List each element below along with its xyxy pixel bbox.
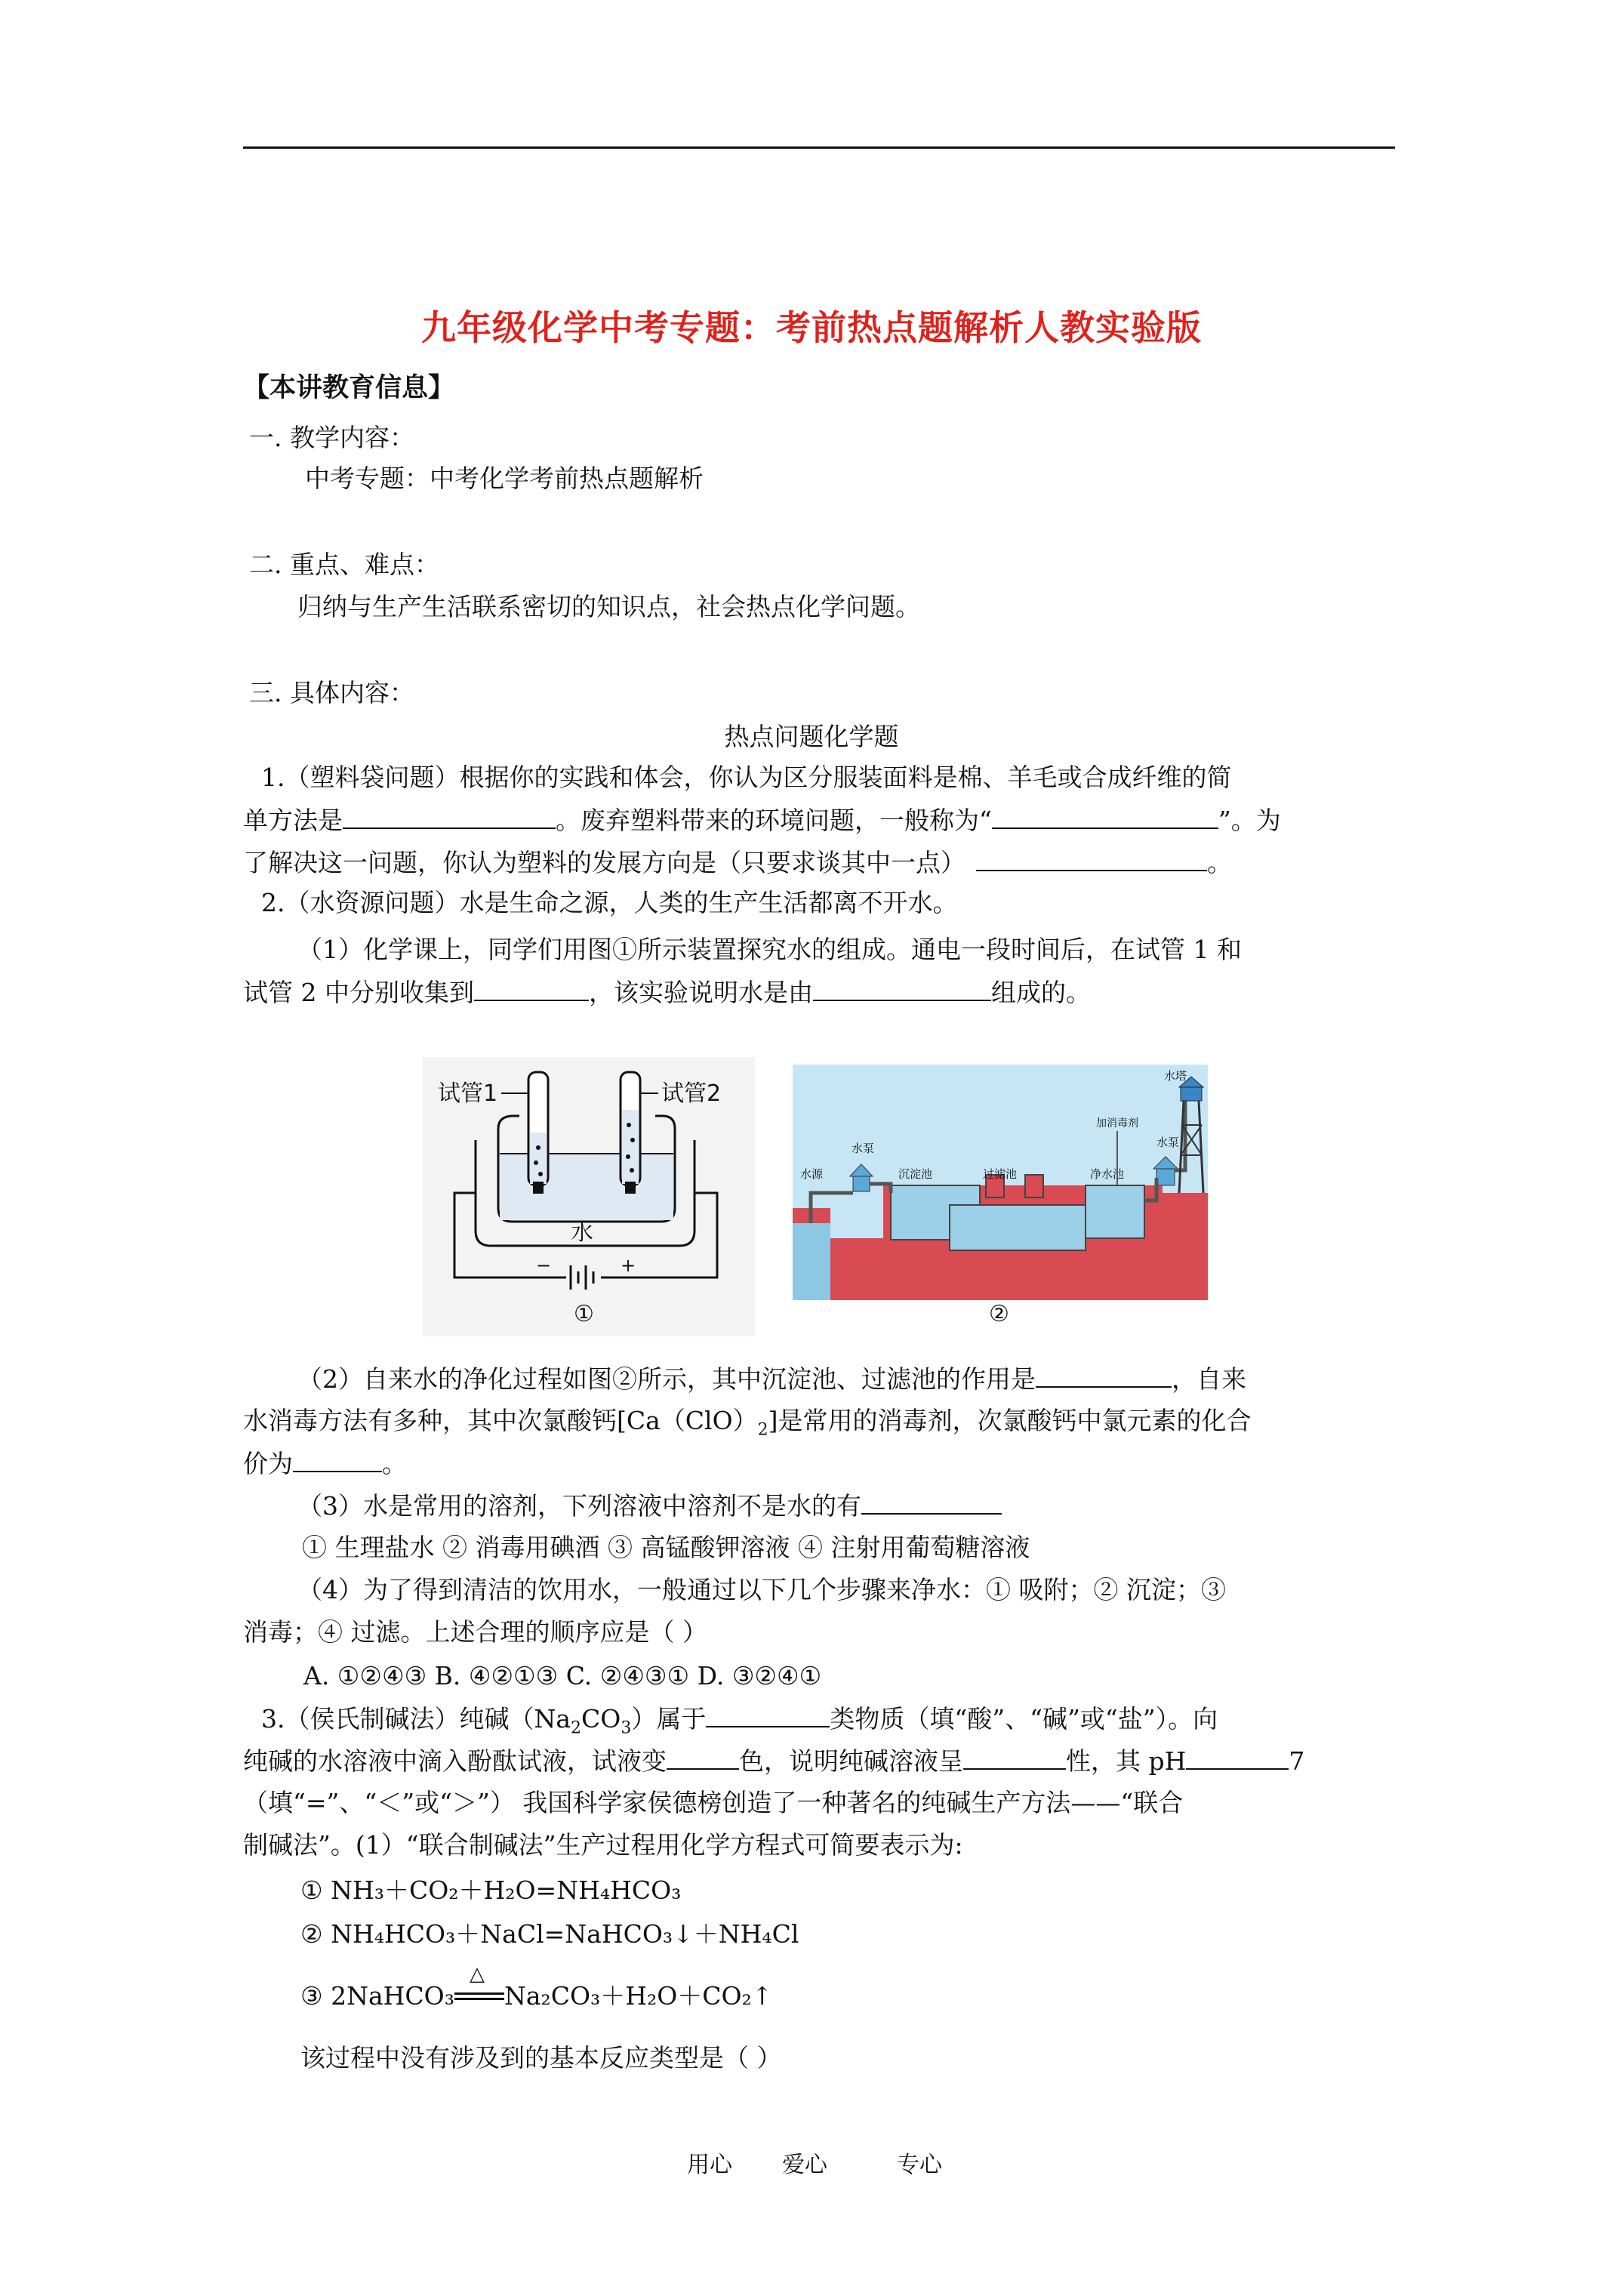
q3-line4: 制碱法”。(1）“联合制碱法”生产过程用化学方程式可简要表示为: <box>243 1830 963 1860</box>
equation-3: ③ 2NaHCO₃ △ Na₂CO₃＋H₂O＋CO₂↑ <box>300 1963 773 2011</box>
q3-blank-1[interactable] <box>706 1703 830 1727</box>
q1-blank-3[interactable] <box>976 847 1207 871</box>
figure-2-number: ② <box>989 1301 1009 1327</box>
q2-blank-2[interactable] <box>813 977 991 1001</box>
footer-text-3: 专心 <box>897 2152 942 2178</box>
q2-p1-line2: 试管 2 中分别收集到 ，该实验说明水是由 组成的。 <box>243 978 1091 1007</box>
pump-label-1: 水泵 <box>852 1142 875 1155</box>
q2-blank-5[interactable] <box>861 1490 1002 1515</box>
q1-line2: 单方法是 。废弃塑料带来的环境问题，一般称为“ ”。为 <box>243 806 1281 835</box>
q2-p2-line1: （2）自来水的净化过程如图②所示，其中沉淀池、过滤池的作用是 ，自来 <box>297 1364 1246 1394</box>
q2-p2-line3: 价为 。 <box>243 1449 407 1478</box>
q2-p4-line1: （4）为了得到清洁的饮用水，一般通过以下几个步骤来净水：① 吸附；② 沉淀；③ <box>297 1575 1226 1604</box>
q1-line3: 了解决这一问题，你认为塑料的发展方向是（只要求谈其中一点） 。 <box>243 848 1232 877</box>
q3-blank-2[interactable] <box>667 1746 739 1770</box>
pump-label-2: 水泵 <box>1156 1136 1180 1149</box>
q1-line1: 1.（塑料袋问题）根据你的实践和体会，你认为区分服装面料是棉、羊毛或合成纤维的简 <box>261 763 1232 792</box>
q3-last-line: 该过程中没有涉及到的基本反应类型是（ ） <box>300 2043 782 2073</box>
equation-2: ② NH₄HCO₃＋NaCl=NaHCO₃↓＋NH₄Cl <box>300 1919 799 1949</box>
header-rule <box>243 146 1395 149</box>
q3-line1: 3.（侯氏制碱法）纯碱$(Na_2CO_3)$属于 类物质（填“酸”、“碱”或“盐”）。向 <box>261 1704 1218 1738</box>
water-purification-figure <box>785 1057 1215 1336</box>
q2-p1-line1: （1）化学课上，同学们用图①所示装置探究水的组成。通电一段时间后，在试管 1 和 <box>297 935 1242 964</box>
figure-1-number: ① <box>574 1301 594 1327</box>
tower-label: 水塔 <box>1164 1069 1187 1083</box>
q3-line3: （填“=”、“＜”或“＞”） 我国科学家侯德榜创造了一种著名的纯碱生产方法——“联合 <box>243 1788 1184 1817</box>
minus-sign: − <box>536 1255 552 1276</box>
q3-blank-4[interactable] <box>1186 1746 1289 1770</box>
q2-p2-line2: 水消毒方法有多种，其中次氯酸钙$[Ca(ClO)_2]$是常用的消毒剂，次氯酸钙中氯元素的化合 <box>243 1406 1252 1440</box>
q3-blank-3[interactable] <box>963 1746 1066 1770</box>
q1-blank-2[interactable] <box>992 805 1218 829</box>
tube2-label: 试管2 <box>661 1080 722 1107</box>
section-2-label: 二. 重点、难点： <box>249 550 439 579</box>
filter-basin-label: 过滤池 <box>983 1167 1018 1181</box>
clean-basin-label: 净水池 <box>1090 1167 1125 1181</box>
water-label: 水 <box>571 1219 593 1246</box>
q2-intro: 2.（水资源问题）水是生命之源，人类的生产生活都离不开水。 <box>261 888 958 917</box>
footer-text-1: 用心 <box>687 2152 732 2178</box>
tube1-label: 试管1 <box>438 1080 498 1107</box>
source-label: 水源 <box>800 1167 824 1181</box>
footer-text-2: 爱心 <box>782 2152 827 2178</box>
q2-blank-3[interactable] <box>1036 1364 1172 1388</box>
info-header: 【本讲教育信息】 <box>243 373 455 403</box>
heat-arrow: △ <box>454 1982 504 2005</box>
q2-p4-options: A. ①②④③ B. ④②①③ C. ②④③① D. ③②④① <box>303 1661 822 1690</box>
q2-p3-options: ① 生理盐水 ② 消毒用碘酒 ③ 高锰酸钾溶液 ④ 注射用葡萄糖溶液 <box>302 1533 1030 1562</box>
disinfectant-label: 加消毒剂 <box>1096 1117 1138 1130</box>
section-1-text: 中考专题：中考化学考前热点题解析 <box>305 464 704 493</box>
q2-p4-line2: 消毒；④ 过滤。上述合理的顺序应是（ ） <box>243 1617 707 1647</box>
settling-basin-label: 沉淀池 <box>898 1167 933 1181</box>
subsection-title: 热点问题化学题 <box>724 722 899 751</box>
q2-p3-line1: （3）水是常用的溶剂，下列溶液中溶剂不是水的有 <box>297 1490 1002 1521</box>
equation-1: ① NH₃＋CO₂＋H₂O=NH₄HCO₃ <box>300 1875 682 1905</box>
section-1-label: 一. 教学内容： <box>249 423 414 452</box>
q2-blank-4[interactable] <box>293 1448 382 1472</box>
section-3-label: 三. 具体内容： <box>249 678 414 707</box>
q1-blank-1[interactable] <box>343 805 556 829</box>
q3-line2: 纯碱的水溶液中滴入酚酞试液，试液变 色，说明纯碱溶液呈 性，其 pH 7 <box>243 1746 1305 1776</box>
electrolysis-figure <box>423 1057 755 1336</box>
section-2-text: 归纳与生产生活联系密切的知识点，社会热点化学问题。 <box>297 592 920 621</box>
page-title: 九年级化学中考专题：考前热点题解析人教实验版 <box>421 307 1202 348</box>
q2-blank-1[interactable] <box>474 977 589 1001</box>
plus-sign: + <box>621 1255 636 1276</box>
